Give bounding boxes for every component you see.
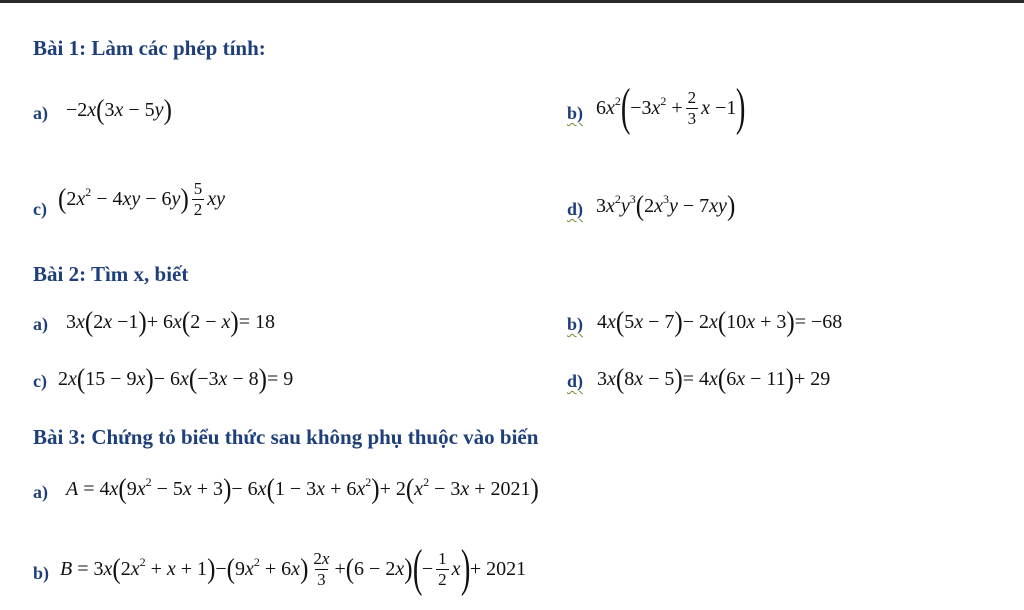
section-3-title: Bài 3: Chứng tỏ biểu thức sau không phụ thuộc vào biến: [33, 425, 539, 449]
problem-1a-expression: −2x ( 3x − 5y ): [66, 94, 172, 127]
problem-3b-label: b): [33, 563, 50, 583]
top-border: [0, 0, 1024, 3]
problem-3a-expression: A = 4x ( $9x^2 - 5x + 3$ ) − 6x ( $1 - 3x + 6x^2$ ) + 2 ( $x^2 - 3x + 2021$ ): [66, 473, 539, 506]
problem-2a-expression: 3x ( 2x −1 ) + 6x ( 2 − x ) = 18: [66, 306, 275, 339]
problem-1d-expression: $3x^2y^3$ ( $2x^3y - 7xy$ ): [596, 190, 736, 223]
problem-2a-label: a): [33, 314, 48, 334]
problem-2b-label: b): [567, 314, 584, 334]
problem-1d-label: d): [567, 199, 584, 219]
problem-2b-expression: 4x ( 5x − 7 ) − 2x ( 10x + 3 ) = −68: [597, 306, 843, 339]
problem-2d-label: d): [567, 371, 584, 391]
problem-3a-label: a): [33, 482, 48, 502]
section-2-title: Bài 2: Tìm x, biết: [33, 262, 189, 286]
problem-2d-expression: 3x ( 8x − 5 ) = 4x ( 6x − 11 ) + 29: [597, 363, 831, 396]
problem-1b-label: b): [567, 103, 584, 123]
problem-2c-label: c): [33, 371, 47, 391]
problem-1c-expression: ( $2x^2 - 4xy - 6y$ ) $\frac{5}{2}$ xy: [58, 179, 226, 219]
section-1-title: Bài 1: Làm các phép tính:: [33, 36, 266, 60]
problem-3b-expression: B = 3x ( $2x^2 + x + 1$ ) − ( $9x^2 + 6x$ ) $\frac{2x}{3}$ + ( 6 − 2x ) ( − $\frac{1}{2}$ x ) + 2021: [60, 540, 527, 597]
problem-2c-expression: 2x ( 15 − 9x ) − 6x ( −3x − 8 ) = 9: [58, 363, 294, 396]
problem-1a-label: a): [33, 103, 48, 123]
problem-1c-label: c): [33, 199, 47, 219]
problem-1b-expression: $6x^2$ ( $-3x^2$ + $\frac{2}{3}$ x −1 ): [596, 79, 746, 136]
